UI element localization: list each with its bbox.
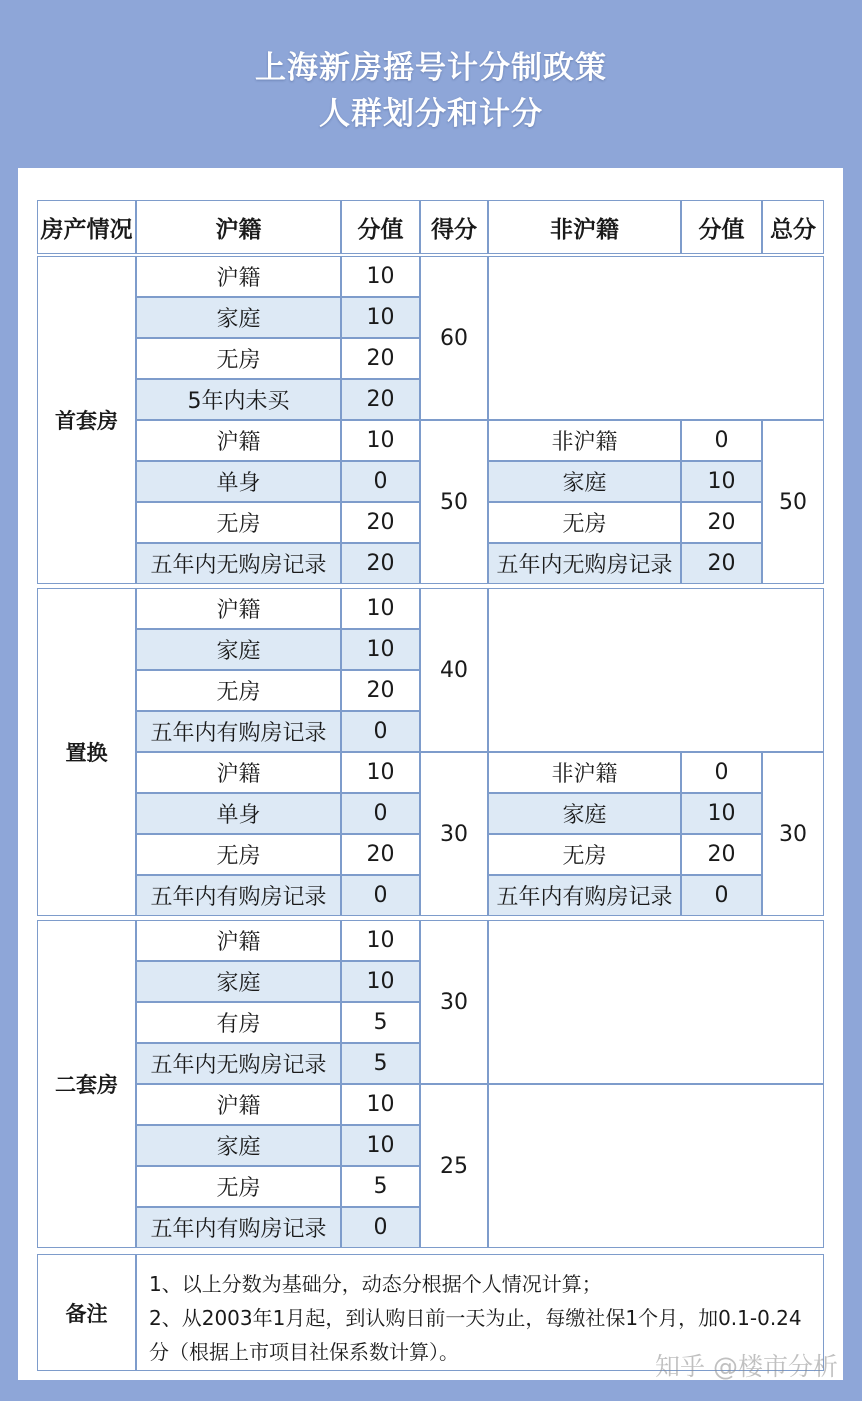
empty-nonlocal-block — [488, 1084, 824, 1248]
nonlocal-value-cell: 20 — [681, 502, 762, 543]
local-item-cell: 沪籍 — [136, 420, 341, 461]
local-value-cell: 20 — [341, 834, 420, 875]
empty-nonlocal-block — [488, 256, 824, 420]
local-value-cell: 0 — [341, 461, 420, 502]
group-total-cell: 50 — [762, 420, 824, 584]
local-item-cell: 单身 — [136, 461, 341, 502]
local-value-cell: 10 — [341, 256, 420, 297]
local-item-cell: 无房 — [136, 502, 341, 543]
local-item-cell: 家庭 — [136, 297, 341, 338]
local-value-cell: 20 — [341, 379, 420, 420]
local-item-cell: 有房 — [136, 1002, 341, 1043]
category-cell: 首套房 — [37, 256, 136, 584]
group-score-cell: 40 — [420, 588, 488, 752]
local-value-cell: 20 — [341, 502, 420, 543]
local-value-cell: 10 — [341, 420, 420, 461]
local-value-cell: 0 — [341, 1207, 420, 1248]
group-score-cell: 50 — [420, 420, 488, 584]
local-item-cell: 家庭 — [136, 961, 341, 1002]
header-nonlocal: 非沪籍 — [488, 200, 681, 254]
local-item-cell: 无房 — [136, 834, 341, 875]
local-item-cell: 无房 — [136, 338, 341, 379]
group-score-cell: 60 — [420, 256, 488, 420]
local-value-cell: 10 — [341, 920, 420, 961]
header-local-value: 分值 — [341, 200, 420, 254]
empty-nonlocal-block — [488, 588, 824, 752]
nonlocal-value-cell: 10 — [681, 461, 762, 502]
category-cell: 置换 — [37, 588, 136, 916]
local-value-cell: 0 — [341, 711, 420, 752]
local-item-cell: 沪籍 — [136, 752, 341, 793]
local-value-cell: 20 — [341, 670, 420, 711]
nonlocal-value-cell: 0 — [681, 875, 762, 916]
local-value-cell: 5 — [341, 1002, 420, 1043]
local-item-cell: 家庭 — [136, 1125, 341, 1166]
header-nonlocal-value: 分值 — [681, 200, 762, 254]
nonlocal-value-cell: 10 — [681, 793, 762, 834]
group-score-cell: 25 — [420, 1084, 488, 1248]
local-item-cell: 沪籍 — [136, 588, 341, 629]
note-line-2: 2、从2003年1月起，到认购日前一天为止，每缴社保1个月，加0.1-0.24分（根据上市项目社保系数计算）。 — [149, 1306, 802, 1364]
local-value-cell: 10 — [341, 588, 420, 629]
header-local: 沪籍 — [136, 200, 341, 254]
local-value-cell: 20 — [341, 338, 420, 379]
nonlocal-item-cell: 非沪籍 — [488, 752, 681, 793]
header-total: 总分 — [762, 200, 824, 254]
group-total-cell: 30 — [762, 752, 824, 916]
nonlocal-item-cell: 家庭 — [488, 461, 681, 502]
category-cell: 二套房 — [37, 920, 136, 1248]
local-value-cell: 10 — [341, 1125, 420, 1166]
group-score-cell: 30 — [420, 752, 488, 916]
local-item-cell: 五年内有购房记录 — [136, 875, 341, 916]
nonlocal-item-cell: 无房 — [488, 834, 681, 875]
nonlocal-item-cell: 家庭 — [488, 793, 681, 834]
nonlocal-item-cell: 五年内有购房记录 — [488, 875, 681, 916]
local-item-cell: 家庭 — [136, 629, 341, 670]
local-value-cell: 10 — [341, 961, 420, 1002]
local-item-cell: 5年内未买 — [136, 379, 341, 420]
nonlocal-item-cell: 五年内无购房记录 — [488, 543, 681, 584]
local-value-cell: 5 — [341, 1043, 420, 1084]
nonlocal-value-cell: 20 — [681, 543, 762, 584]
local-value-cell: 5 — [341, 1166, 420, 1207]
local-value-cell: 20 — [341, 543, 420, 584]
local-value-cell: 0 — [341, 875, 420, 916]
local-value-cell: 10 — [341, 752, 420, 793]
page-title: 上海新房摇号计分制政策 — [255, 50, 607, 86]
local-value-cell: 10 — [341, 1084, 420, 1125]
page-subtitle: 人群划分和计分 — [319, 96, 543, 132]
local-item-cell: 沪籍 — [136, 920, 341, 961]
note-line-1: 1、以上分数为基础分，动态分根据个人情况计算； — [149, 1272, 602, 1296]
nonlocal-value-cell: 20 — [681, 834, 762, 875]
local-item-cell: 五年内有购房记录 — [136, 711, 341, 752]
local-item-cell: 五年内无购房记录 — [136, 1043, 341, 1084]
local-value-cell: 0 — [341, 793, 420, 834]
local-value-cell: 10 — [341, 629, 420, 670]
local-item-cell: 五年内无购房记录 — [136, 543, 341, 584]
notes-label: 备注 — [37, 1254, 136, 1371]
local-item-cell: 无房 — [136, 670, 341, 711]
header-score: 得分 — [420, 200, 488, 254]
watermark: 知乎 @楼市分析 — [655, 1352, 838, 1381]
local-value-cell: 10 — [341, 297, 420, 338]
empty-nonlocal-block — [488, 920, 824, 1084]
group-score-cell: 30 — [420, 920, 488, 1084]
local-item-cell: 无房 — [136, 1166, 341, 1207]
local-item-cell: 单身 — [136, 793, 341, 834]
nonlocal-value-cell: 0 — [681, 420, 762, 461]
header-property: 房产情况 — [37, 200, 136, 254]
local-item-cell: 沪籍 — [136, 1084, 341, 1125]
local-item-cell: 五年内有购房记录 — [136, 1207, 341, 1248]
nonlocal-item-cell: 无房 — [488, 502, 681, 543]
nonlocal-value-cell: 0 — [681, 752, 762, 793]
nonlocal-item-cell: 非沪籍 — [488, 420, 681, 461]
local-item-cell: 沪籍 — [136, 256, 341, 297]
